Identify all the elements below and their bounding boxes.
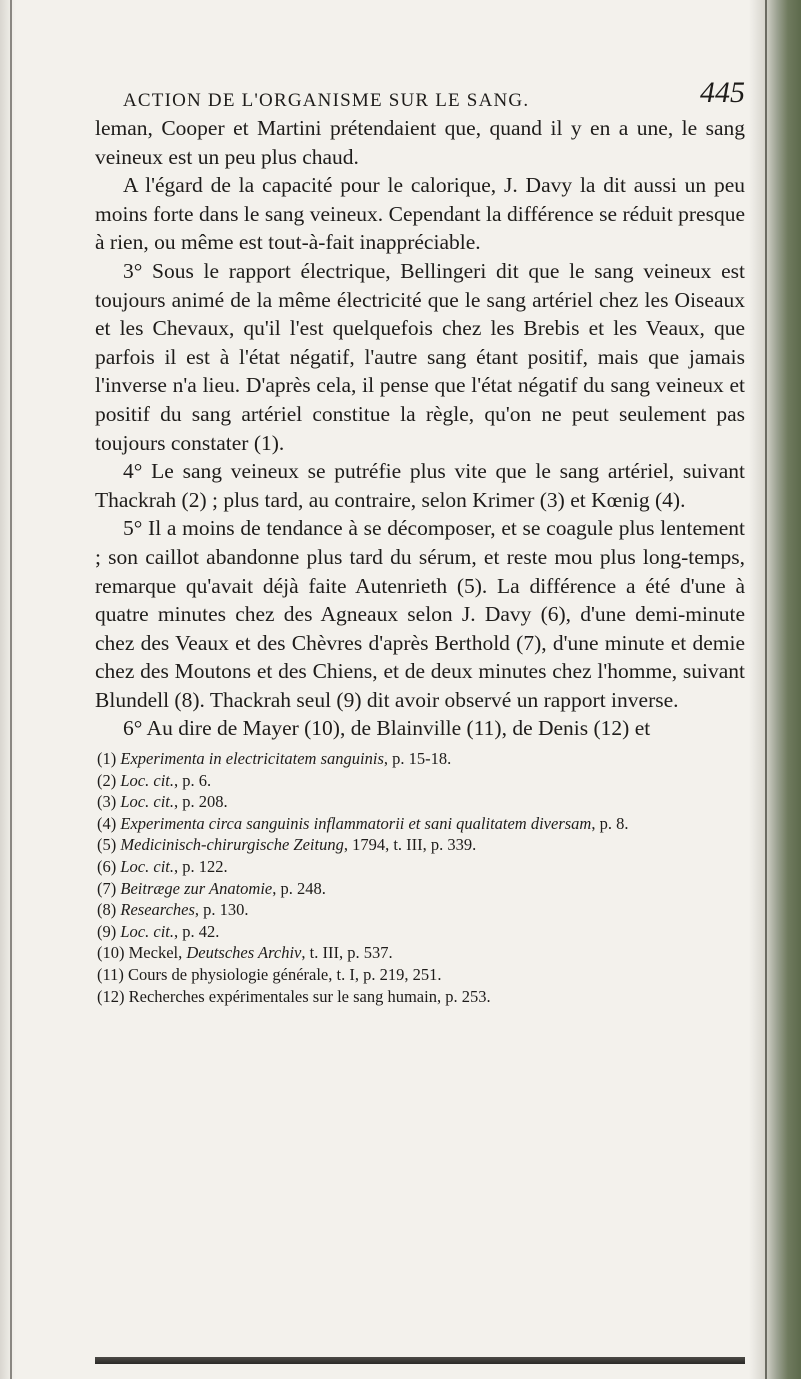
binding-rule	[10, 0, 12, 1379]
footnotes	[95, 748, 745, 1007]
footnote-title: Medicinisch-chirurgische Zeitung	[120, 835, 344, 855]
footnote-ref: , 1794, t. III, p. 339.	[343, 835, 477, 855]
footnote	[95, 921, 745, 943]
paragraph: leman, Cooper et Martini prétendaient que, quand il y en a une, le sang veineux est un peu plus chaud.	[95, 116, 745, 169]
footnote-number: (1)	[97, 749, 117, 769]
paragraph: A l'égard de la capacité pour le calorique, J. Davy la dit aussi un peu moins forte dans le sang veineux. Cependant la différence se réduit presque à rien, ou même est tout-à-fait inappréciable.	[95, 173, 745, 255]
footnote-ref: , p. 122.	[174, 857, 228, 877]
footnote-title: Recherches expérimentales sur le sang humain, p. 253.	[128, 986, 491, 1006]
footnote-number: (10)	[97, 943, 125, 963]
footnote-title: Loc. cit.	[120, 921, 174, 941]
footnote-ref: , p. 208.	[174, 792, 228, 812]
footnote-title: Loc. cit.	[120, 792, 174, 812]
footnote-number: (8)	[97, 900, 117, 920]
footnote	[95, 770, 745, 792]
running-title: ACTION DE L'ORGANISME SUR LE SANG.	[123, 90, 530, 111]
footnote-number: (12)	[97, 986, 125, 1006]
footnote-ref: , p. 130.	[194, 900, 249, 920]
footnote	[95, 791, 745, 813]
paragraph: 3° Sous le rapport électrique, Bellingeri dit que le sang veineux est toujours animé de la même électricité que le sang artériel chez les Oiseaux et les Chevaux, qu'il l'est quelquefois chez les Brebis et les Veaux, que parfois il est à l'état négatif, l'autre sang étant positif, mais que jamais l'inverse n'a lieu. D'après cela, il pense que l'état négatif du sang veineux et positif du sang artériel constitue la règle, qu'on ne peut seulement pas toujours constater (1).	[95, 258, 745, 455]
footnote	[95, 856, 745, 878]
footnote-title: Experimenta in electricitatem sanguinis	[120, 749, 384, 769]
paragraph: 5° Il a moins de tendance à se décomposer, et se coagule plus lentement ; son caillot abandonne plus tard du sérum, et reste mou plus long-temps, remarque qu'avait déjà faite Autenrieth (5). La différence a été d'une à quatre minutes chez des Agneaux selon J. Davy (6), d'une demi-minute chez des Veaux et des Chèvres d'après Berthold (7), d'une minute et demie chez des Moutons et des Chiens, et de deux minutes chez l'homme, suivant Blundell (8). Thackrah seul (9) dit avoir observé un rapport inverse.	[95, 516, 745, 712]
footnote-ref: , p. 8.	[591, 813, 629, 833]
footnote-title: Cours de physiologie générale, t. I, p. 219, 251.	[128, 965, 442, 984]
footnote-title: Researches	[120, 900, 195, 920]
footnote-title: Experimenta circa sanguinis inflammatorii et sani qualitatem diversam	[120, 813, 592, 833]
footnote	[95, 813, 745, 835]
footnote-ref: , p. 248.	[272, 878, 326, 898]
footnote-number: (6)	[97, 857, 117, 877]
footnote	[95, 834, 745, 856]
footnote-number: (4)	[97, 813, 117, 833]
footnote-ref: , t. III, p. 537.	[301, 943, 393, 963]
footnote	[95, 899, 745, 921]
footnote-number: (3)	[97, 792, 117, 812]
paragraph: 6° Au dire de Mayer (10), de Blainville (11), de Denis (12) et	[123, 716, 651, 741]
footnote	[95, 986, 745, 1008]
footnote	[95, 964, 745, 986]
running-header	[95, 72, 745, 112]
footnote	[95, 942, 745, 964]
footnote	[95, 878, 745, 900]
page-left-shadow	[0, 0, 16, 1379]
footnote-number: (11)	[97, 965, 124, 984]
footnote-number: (7)	[97, 878, 117, 898]
footnote-number: (5)	[97, 835, 117, 855]
page-right-edge	[749, 0, 801, 1379]
fore-edge-rule	[765, 0, 767, 1379]
footnote-ref: , p. 42.	[174, 921, 220, 941]
book-page	[95, 72, 745, 1007]
footnote-ref: , p. 15-18.	[383, 749, 452, 769]
bottom-edge-bar	[95, 1357, 745, 1364]
footnote-title: Loc. cit.	[120, 770, 174, 790]
footnote	[95, 748, 745, 770]
page-number: 445	[700, 76, 745, 109]
footnote-title: Loc. cit.	[120, 857, 174, 877]
paragraph: 4° Le sang veineux se putréfie plus vite que le sang artériel, suivant Thackrah (2) ; plus tard, au contraire, selon Krimer (3) et Kœnig (4).	[95, 459, 745, 512]
body-text	[95, 114, 745, 743]
footnote-title: Beitræge zur Anatomie	[120, 878, 273, 898]
footnote-title: Deutsches Archiv	[186, 943, 302, 963]
footnote-ref: , p. 6.	[174, 770, 212, 790]
footnote-number: (2)	[97, 770, 117, 790]
footnote-author: Meckel,	[128, 943, 187, 963]
footnote-number: (9)	[97, 921, 117, 941]
